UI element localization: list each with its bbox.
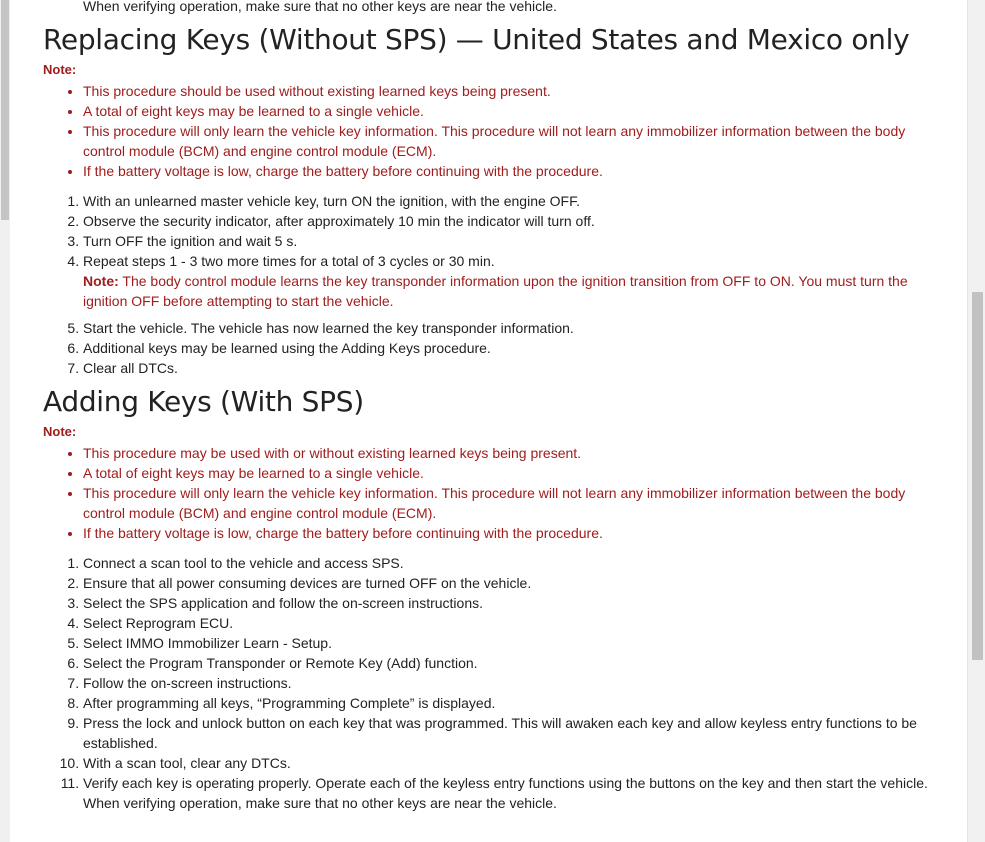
step-item: 5. Start the vehicle. The vehicle has now learned the key transponder information. bbox=[83, 318, 943, 338]
document-content bbox=[43, 0, 943, 819]
note-list bbox=[43, 443, 943, 543]
left-panel-scroll-thumb[interactable] bbox=[1, 0, 9, 220]
step-item: 6. Select the Program Transponder or Remote Key (Add) function. bbox=[83, 653, 943, 673]
step-note-label: Note: bbox=[83, 273, 119, 289]
step-item: 3. Turn OFF the ignition and wait 5 s. bbox=[83, 231, 943, 251]
carryover-text: When verifying operation, make sure that no other keys are near the vehicle. bbox=[83, 0, 557, 14]
note-item: • This procedure will only learn the vehicle key information. This procedure will not learn any immobilizer information between the body control module (BCM) and engine control module (ECM). bbox=[83, 483, 943, 523]
step-item: 9. Press the lock and unlock button on each key that was programmed. This will awaken each key and allow keyless entry functions to be established. bbox=[83, 713, 943, 753]
step-item: 6. Additional keys may be learned using the Adding Keys procedure. bbox=[83, 338, 943, 358]
step-note bbox=[83, 271, 943, 311]
note-item: • If the battery voltage is low, charge the battery before continuing with the procedure. bbox=[83, 161, 943, 181]
step-item bbox=[83, 251, 943, 311]
step-item: 5. Select IMMO Immobilizer Learn - Setup. bbox=[83, 633, 943, 653]
step-item: 3. Select the SPS application and follow the on-screen instructions. bbox=[83, 593, 943, 613]
note-item: • A total of eight keys may be learned to a single vehicle. bbox=[83, 101, 943, 121]
note-label: Note: bbox=[43, 62, 77, 77]
note-item: • This procedure may be used with or without existing learned keys being present. bbox=[83, 443, 943, 463]
note-item: • This procedure will only learn the vehicle key information. This procedure will not learn any immobilizer information between the body control module (BCM) and engine control module (ECM). bbox=[83, 121, 943, 161]
step-item: 2. Ensure that all power consuming devices are turned OFF on the vehicle. bbox=[83, 573, 943, 593]
step-item: 7. Clear all DTCs. bbox=[83, 358, 943, 378]
step-item: 4. Select Reprogram ECU. bbox=[83, 613, 943, 633]
step-item: 1. With an unlearned master vehicle key, turn ON the ignition, with the engine OFF. bbox=[83, 191, 943, 211]
note-item: • This procedure should be used without existing learned keys being present. bbox=[83, 81, 943, 101]
note-item: • If the battery voltage is low, charge the battery before continuing with the procedure. bbox=[83, 523, 943, 543]
procedure-steps bbox=[43, 191, 943, 378]
section-title-replacing-keys: Replacing Keys (Without SPS) — United States and Mexico only bbox=[43, 23, 910, 56]
vertical-scrollbar[interactable] bbox=[967, 0, 985, 842]
step-item: 2. Observe the security indicator, after approximately 10 min the indicator will turn off. bbox=[83, 211, 943, 231]
note-label: Note: bbox=[43, 424, 77, 439]
step-text: Repeat steps 1 - 3 two more times for a total of 3 cycles or 30 min. bbox=[83, 253, 495, 269]
step-item: 11. Verify each key is operating properly. Operate each of the keyless entry functions using the buttons on the key and then start the vehicle. When verifying operation, make sure that no other keys are near the vehicle. bbox=[83, 773, 943, 813]
note-list bbox=[43, 81, 943, 181]
left-panel-edge bbox=[0, 0, 10, 842]
procedure-steps bbox=[43, 553, 943, 813]
step-item: 7. Follow the on-screen instructions. bbox=[83, 673, 943, 693]
scrollbar-thumb[interactable] bbox=[972, 292, 983, 660]
step-item: 8. After programming all keys, “Programming Complete” is displayed. bbox=[83, 693, 943, 713]
note-item: • A total of eight keys may be learned to a single vehicle. bbox=[83, 463, 943, 483]
step-item: 10. With a scan tool, clear any DTCs. bbox=[83, 753, 943, 773]
step-note-text: The body control module learns the key transponder information upon the ignition transition from OFF to ON. You must turn the ignition OFF before attempting to start the vehicle. bbox=[83, 273, 908, 309]
step-item: 1. Connect a scan tool to the vehicle and access SPS. bbox=[83, 553, 943, 573]
section-title-adding-keys: Adding Keys (With SPS) bbox=[43, 385, 364, 418]
